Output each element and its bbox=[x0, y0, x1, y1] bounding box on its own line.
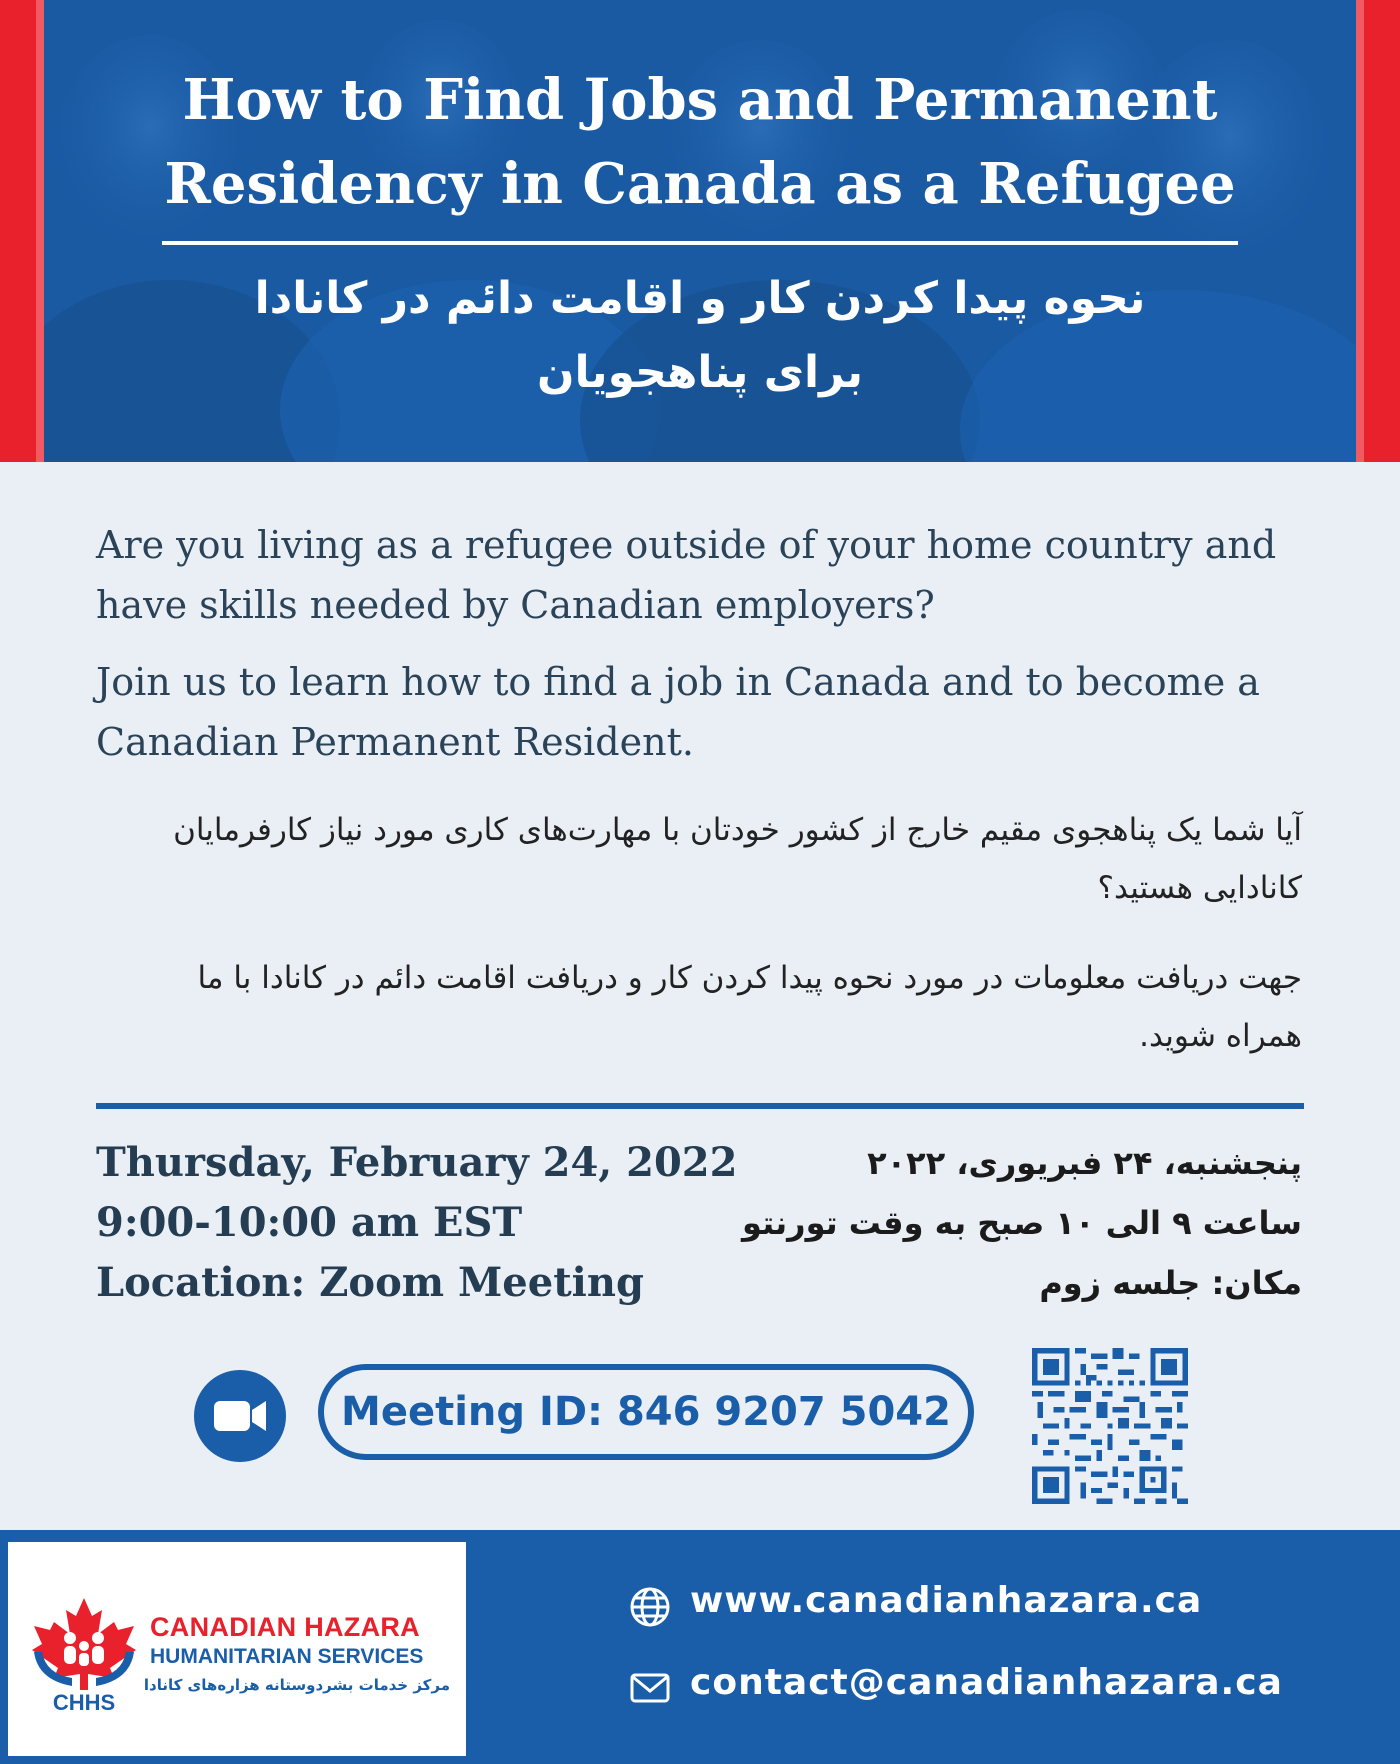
event-time-english: 9:00-10:00 am EST bbox=[96, 1199, 523, 1246]
envelope-icon bbox=[628, 1666, 672, 1710]
title-english-line-1: How to Find Jobs and Permanent bbox=[182, 67, 1218, 133]
globe-icon bbox=[628, 1585, 672, 1629]
intro-question-persian: آیا شما یک پناهجوی مقیم خارج از کشور خودتان با مهارت‌های کاری مورد نیاز کارفرمایان کانادایی هستید؟ bbox=[173, 812, 1302, 906]
title-persian-line-2: برای پناهجویان bbox=[536, 347, 864, 398]
event-date-persian: پنجشنبه، ۲۴ فبریوری، ۲۰۲۲ bbox=[867, 1144, 1302, 1182]
qr-code-icon[interactable] bbox=[1032, 1348, 1188, 1504]
org-logo bbox=[8, 1542, 466, 1756]
event-location-english: Location: Zoom Meeting bbox=[96, 1259, 644, 1306]
title-english bbox=[140, 58, 1260, 226]
intro-question-english: Are you living as a refugee outside of your home country and have skills needed by Canadian employers? bbox=[96, 523, 1277, 627]
intro-invitation-english: Join us to learn how to find a job in Canada and to become a Canadian Permanent Resident. bbox=[96, 660, 1260, 764]
logo-letters: CHHS bbox=[52, 1690, 116, 1714]
website-link[interactable]: www.canadianhazara.ca bbox=[690, 1580, 1203, 1621]
event-details-persian bbox=[742, 1133, 1302, 1313]
org-subtitle: HUMANITARIAN SERVICES bbox=[150, 1645, 424, 1668]
event-time-persian: ساعت ۹ الی ۱۰ صبح به وقت تورنتو bbox=[742, 1204, 1302, 1242]
meeting-id-badge[interactable]: Meeting ID: 846 9207 5042 bbox=[318, 1364, 974, 1460]
maple-leaf-hands-logo bbox=[26, 1594, 142, 1714]
title-persian bbox=[160, 262, 1240, 410]
email-link[interactable]: contact@canadianhazara.ca bbox=[690, 1662, 1283, 1703]
event-date-english: Thursday, February 24, 2022 bbox=[96, 1139, 738, 1186]
org-name: CANADIAN HAZARA bbox=[150, 1612, 420, 1642]
title-divider bbox=[162, 241, 1238, 245]
title-english-line-2: Residency in Canada as a Refugee bbox=[164, 151, 1236, 217]
event-details-english bbox=[96, 1133, 736, 1313]
right-red-stripe bbox=[1356, 0, 1400, 462]
left-red-stripe bbox=[0, 0, 44, 462]
event-location-persian: مکان: جلسه زوم bbox=[1039, 1264, 1302, 1302]
org-name-persian: مرکز خدمات بشردوستانه هزاره‌های کانادا bbox=[143, 1676, 450, 1694]
zoom-video-icon[interactable] bbox=[194, 1370, 286, 1462]
intro-invitation-persian: جهت دریافت معلومات در مورد نحوه پیدا کردن کار و دریافت اقامت دائم در کانادا با ما همراه شوید. bbox=[197, 960, 1302, 1054]
title-persian-line-1: نحوه پیدا کردن کار و اقامت دائم در کانادا bbox=[254, 273, 1146, 324]
section-divider bbox=[96, 1103, 1304, 1109]
